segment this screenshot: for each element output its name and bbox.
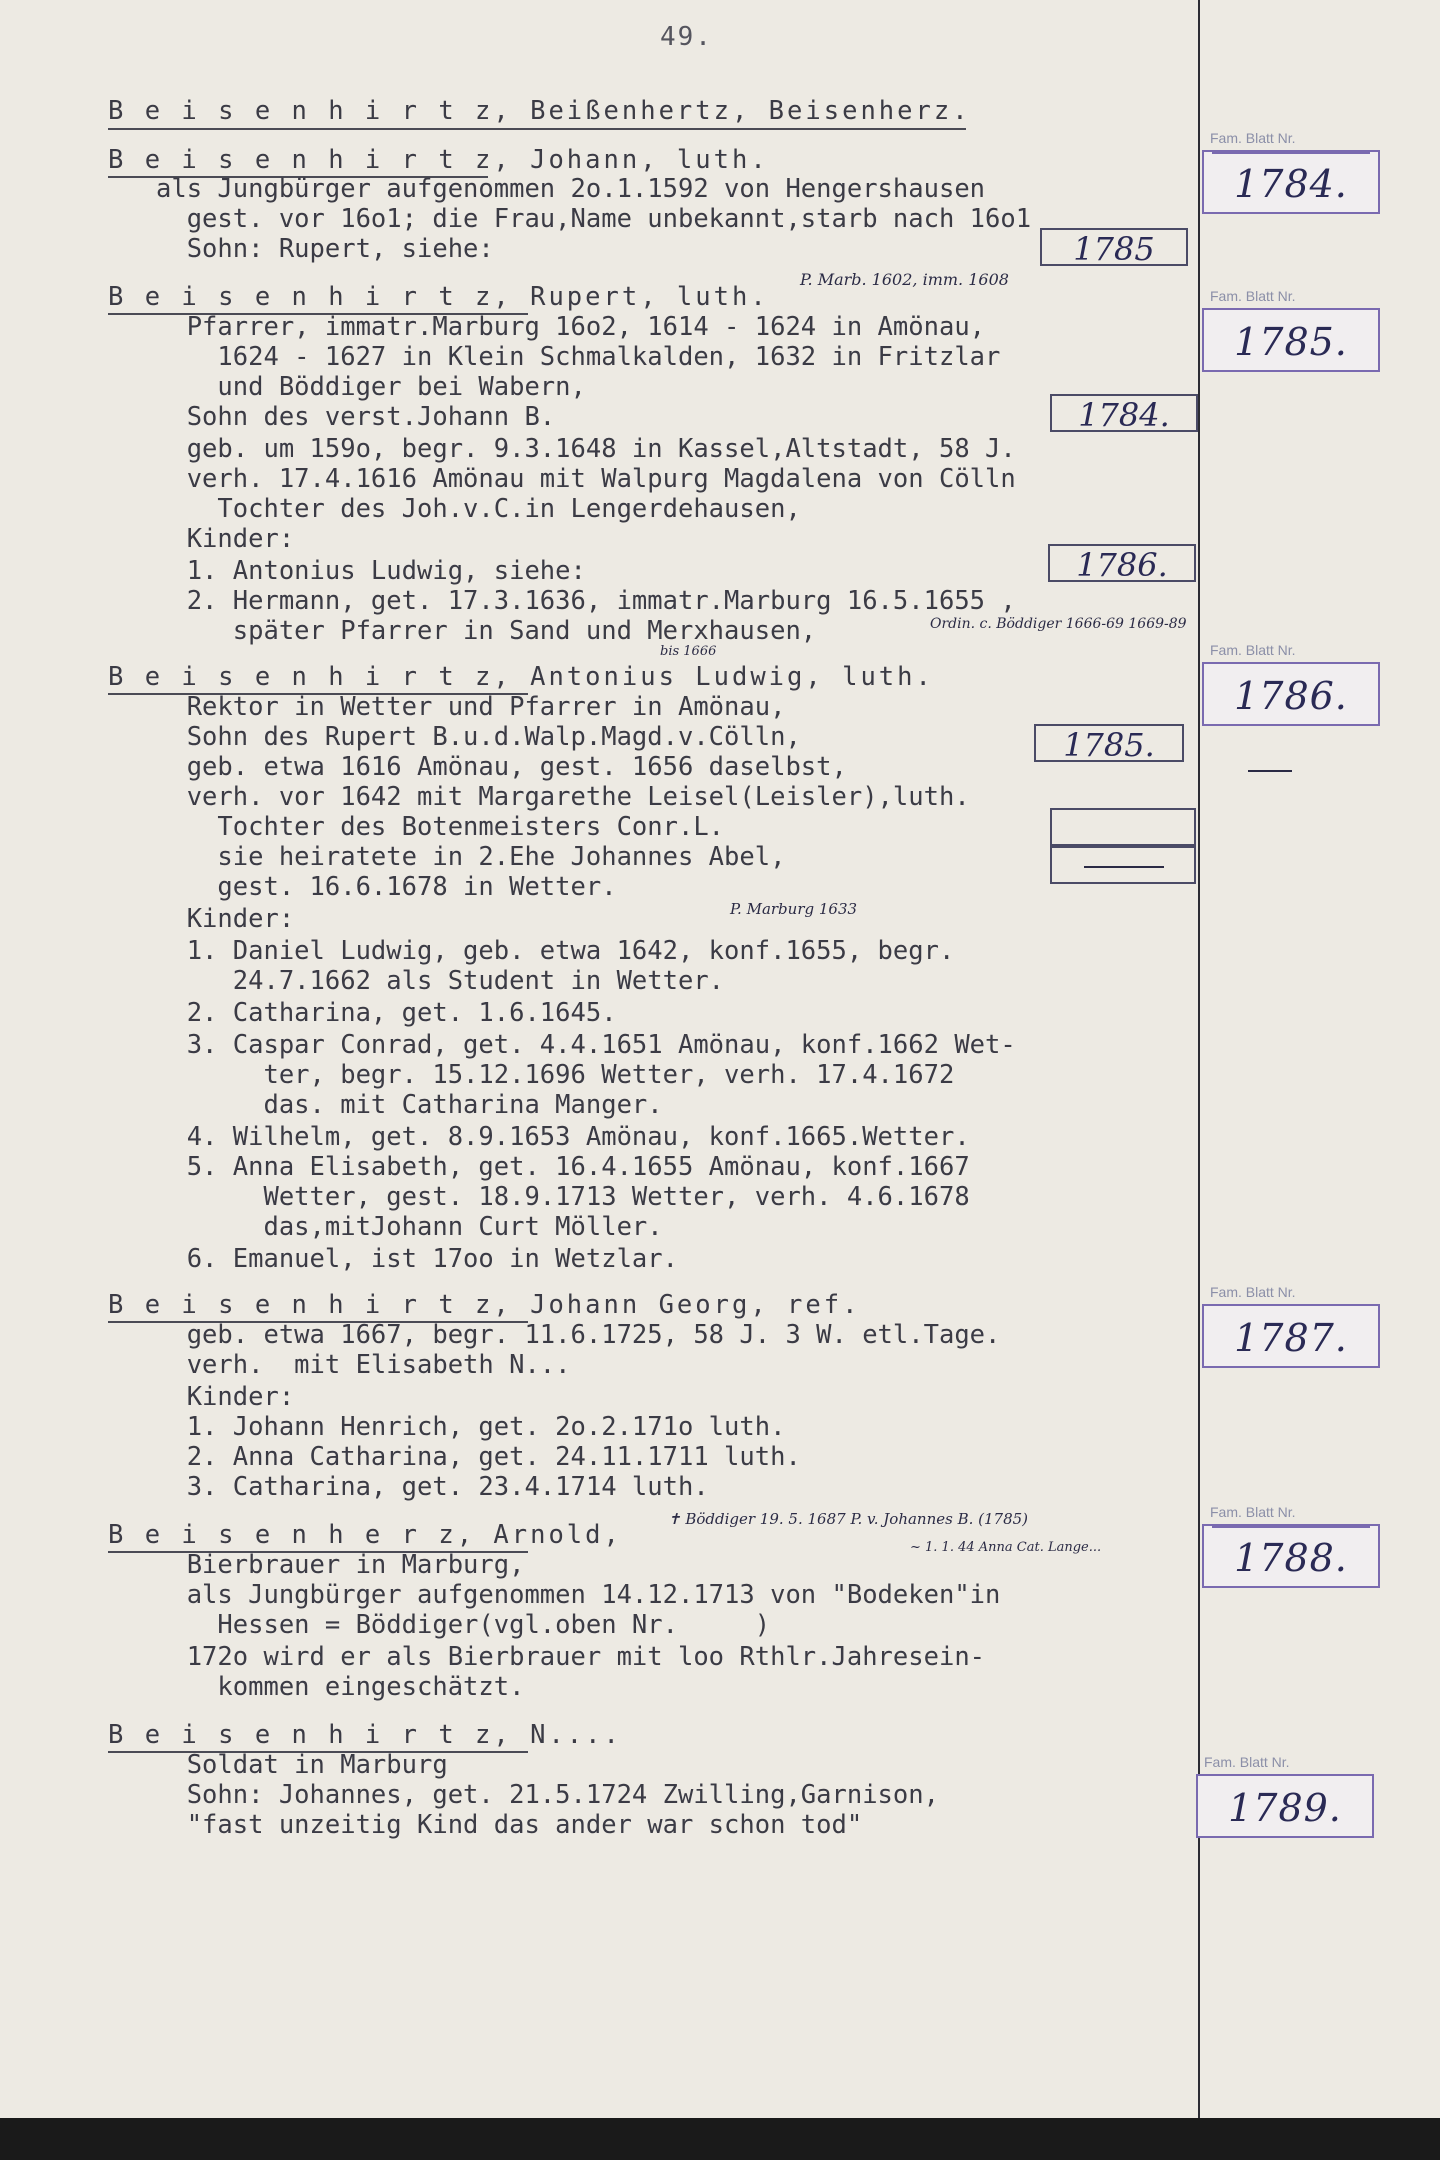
entry-line: verh. mit Elisabeth N... [156,1350,571,1380]
family-sheet-number: 1788. [1234,1536,1348,1580]
entry-line: Rektor in Wetter und Pfarrer in Amönau, [156,692,786,722]
family-sheet-box: Fam. Blatt Nr. 1785. [1202,308,1380,372]
entry-line: das. mit Catharina Manger. [156,1090,663,1120]
family-sheet-number: 1785. [1234,320,1348,364]
handwritten-note: P. Marburg 1633 [730,900,858,918]
entry-line: 172o wird er als Bierbrauer mit loo Rthlr.Jahresein- [156,1642,986,1672]
entry-line: Tochter des Joh.v.C.in Lengerdehausen, [156,494,801,524]
reference-box: 1786. [1048,544,1196,582]
entry-line: geb. etwa 1667, begr. 11.6.1725, 58 J. 3 W. etl.Tage. [156,1320,1001,1350]
entry-line: 3. Caspar Conrad, get. 4.4.1651 Amönau, konf.1662 Wet- [156,1030,1016,1060]
family-sheet-box: Fam. Blatt Nr. 1789. [1196,1774,1374,1838]
entry-line: 3. Catharina, get. 23.4.1714 luth. [156,1472,709,1502]
page-number: 49. [660,22,713,52]
entry-line: sie heiratete in 2.Ehe Johannes Abel, [156,842,786,872]
handwritten-note: P. Marb. 1602, imm. 1608 [800,270,1009,289]
entry-line: geb. um 159o, begr. 9.3.1648 in Kassel,Altstadt, 58 J. [156,434,1016,464]
entry-line: 5. Anna Elisabeth, get. 16.4.1655 Amönau, konf.1667 [156,1152,970,1182]
entry-line: gest. vor 16o1; die Frau,Name unbekannt,starb nach 16o1 [156,204,1032,234]
entry-line: 2. Hermann, get. 17.3.1636, immatr.Marburg 16.5.1655 , [156,586,1016,616]
family-sheet-number: 1787. [1234,1316,1348,1360]
entry-line: 6. Emanuel, ist 17oo in Wetzlar. [156,1244,678,1274]
entry-line: 1. Antonius Ludwig, siehe: [156,556,586,586]
entry-line: als Jungbürger aufgenommen 14.12.1713 von "Bodeken"in [156,1580,1001,1610]
family-sheet-number: 1789. [1228,1786,1342,1830]
entry-line: Wetter, gest. 18.9.1713 Wetter, verh. 4.6.1678 [156,1182,970,1212]
entry-line: verh. vor 1642 mit Margarethe Leisel(Leisler),luth. [156,782,970,812]
entry-line: Sohn: Johannes, get. 21.5.1724 Zwilling,Garnison, [156,1780,939,1810]
entry-line: später Pfarrer in Sand und Merxhausen, [156,616,817,646]
entry-line: Kinder: [156,904,295,934]
handwritten-note: ✝ Böddiger 19. 5. 1687 P. v. Johannes B. (1785) [668,1510,1029,1528]
entry-line: Soldat in Marburg [156,1750,448,1780]
handwritten-note: ~ 1. 1. 44 Anna Cat. Lange... [910,1540,1102,1555]
entry-line: Tochter des Botenmeisters Conr.L. [156,812,725,842]
handwritten-note: bis 1666 [660,644,717,659]
entry-line: Hessen = Böddiger(vgl.oben Nr. ) [156,1610,771,1640]
entry-heading: B e i s e n h i r t z, Johann, luth. [108,145,769,175]
entry-line: als Jungbürger aufgenommen 2o.1.1592 von Hengershausen [156,174,986,204]
scanner-edge [0,2118,1440,2160]
entry-line: gest. 16.6.1678 in Wetter. [156,872,617,902]
reference-box: 1785. [1034,724,1184,762]
entry-line: Sohn des Rupert B.u.d.Walp.Magd.v.Cölln, [156,722,801,752]
family-sheet-number: 1784. [1234,162,1348,206]
reference-box: 1785 [1040,228,1188,266]
entry-line: und Böddiger bei Wabern, [156,372,586,402]
entry-heading: B e i s e n h i r t z, Antonius Ludwig, luth. [108,662,934,692]
entry-line: 2. Anna Catharina, get. 24.11.1711 luth. [156,1442,801,1472]
entry-heading: B e i s e n h i r t z, Johann Georg, ref. [108,1290,861,1320]
reference-box-empty [1050,846,1196,884]
entry-line: das,mitJohann Curt Möller. [156,1212,663,1242]
handwritten-note: Ordin. c. Böddiger 1666-69 1669-89 [930,616,1187,632]
entry-heading: B e i s e n h i r t z, Rupert, luth. [108,282,769,312]
family-sheet-box: Fam. Blatt Nr. 1786. [1202,662,1380,726]
reference-box: 1784. [1050,394,1198,432]
entry-line: kommen eingeschätzt. [156,1672,525,1702]
entry-line: verh. 17.4.1616 Amönau mit Walpurg Magdalena von Cölln [156,464,1016,494]
entry-line: Sohn: Rupert, siehe: [156,234,494,264]
entry-line: 1. Johann Henrich, get. 2o.2.171o luth. [156,1412,786,1442]
entry-line: Kinder: [156,524,295,554]
family-sheet-box: Fam. Blatt Nr. 1788. [1202,1524,1380,1588]
entry-line: Bierbrauer in Marburg, [156,1550,525,1580]
entry-line: 24.7.1662 als Student in Wetter. [156,966,725,996]
entry-line: Sohn des verst.Johann B. [156,402,556,432]
entry-line: "fast unzeitig Kind das ander war schon tod" [156,1810,863,1840]
entry-line: Pfarrer, immatr.Marburg 16o2, 1614 - 1624 in Amönau, [156,312,986,342]
family-sheet-number: 1786. [1234,674,1348,718]
entry-heading: B e i s e n h i r t z, Beißenhertz, Beisenherz. [108,96,971,126]
entry-line: Kinder: [156,1382,295,1412]
entry-line: ter, begr. 15.12.1696 Wetter, verh. 17.4.1672 [156,1060,955,1090]
entry-line: 2. Catharina, get. 1.6.1645. [156,998,617,1028]
entry-line: geb. etwa 1616 Amönau, gest. 1656 daselbst, [156,752,847,782]
entry-heading: B e i s e n h e r z, Arnold, [108,1520,622,1550]
family-sheet-box: Fam. Blatt Nr. 1784. [1202,150,1380,214]
heading-underline [108,128,966,130]
entry-heading: B e i s e n h i r t z, N.... [108,1720,622,1750]
reference-box-empty [1050,808,1196,846]
dash-mark [1248,770,1292,772]
entry-line: 4. Wilhelm, get. 8.9.1653 Amönau, konf.1665.Wetter. [156,1122,970,1152]
family-sheet-box: Fam. Blatt Nr. 1787. [1202,1304,1380,1368]
entry-line: 1624 - 1627 in Klein Schmalkalden, 1632 in Fritzlar [156,342,1001,372]
entry-line: 1. Daniel Ludwig, geb. etwa 1642, konf.1655, begr. [156,936,955,966]
